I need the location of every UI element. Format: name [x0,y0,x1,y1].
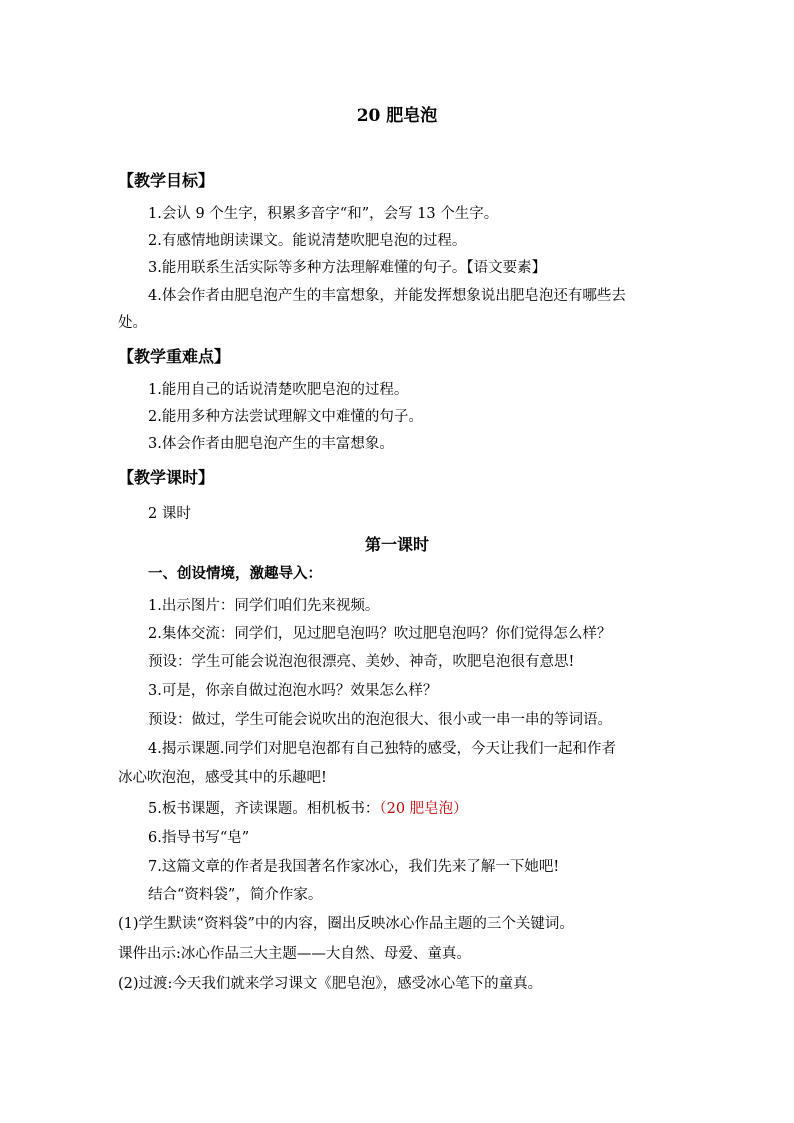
lesson-line: (2)过渡:今天我们就来学习课文《肥皂泡》，感受冰心笔下的童真。 [118,976,543,992]
hours-heading: 【教学课时】 [118,468,215,487]
lesson-line: 2.集体交流：同学们，见过肥皂泡吗？吹过肥皂泡吗？你们觉得怎么样？ [148,626,612,642]
step-heading: 一、创设情境，激趣导入： [148,565,322,582]
lesson-line: 1.出示图片：同学们咱们先来视频。 [148,598,380,614]
lesson-line: (1)学生默读“资料袋”中的内容，圈出反映冰心作品主题的三个关键词。 [118,916,574,932]
goal-item-continued: 处。 [118,315,147,331]
key-points-heading: 【教学重难点】 [118,347,231,366]
lesson-line: 课件出示:冰心作品三大主题——大自然、母爱、童真。 [118,946,471,962]
lesson-line: 6.指导书写“皂” [148,830,250,846]
lesson-line: 预设：学生可能会说泡泡很漂亮、美妙、神奇，吹肥皂泡很有意思! [148,654,575,670]
goals-heading: 【教学目标】 [118,171,215,190]
lesson-title: 第一课时 [364,535,429,554]
goal-item: 2.有感情地朗读课文。能说清楚吹肥皂泡的过程。 [148,233,467,249]
board-line-text: 5.板书课题，齐读课题。相机板书： [148,801,380,817]
goal-item: 3.能用联系生活实际等多种方法理解难懂的句子。【语文要素】 [148,260,547,276]
page-title: 20 肥皂泡 [356,106,438,126]
lesson-line: 3.可是，你亲自做过泡泡水吗？效果怎么样？ [148,683,438,699]
goal-item: 4.体会作者由肥皂泡产生的丰富想象，并能发挥想象说出肥皂泡还有哪些去 [148,288,626,304]
board-title-highlight: （20 肥皂泡） [379,801,468,817]
lesson-line: 7.这篇文章的作者是我国著名作家冰心，我们先来了解一下她吧! [148,859,560,875]
goal-item: 1.会认 9 个生字，积累多音字“和”，会写 13 个生字。 [148,206,499,222]
lesson-line-continued: 冰心吹泡泡，感受其中的乐趣吧! [118,770,327,786]
lesson-line: 4.揭示课题.同学们对肥皂泡都有自己独特的感受，今天让我们一起和作者 [148,741,616,757]
hours-value: 2 课时 [148,506,191,522]
key-point-item: 2.能用多种方法尝试理解文中难懂的句子。 [148,409,423,425]
key-point-item: 3.体会作者由肥皂泡产生的丰富想象。 [148,436,394,452]
board-line [148,800,468,818]
lesson-line: 预设：做过，学生可能会说吹出的泡泡很大、很小或一串一串的等词语。 [148,712,612,728]
key-point-item: 1.能用自己的话说清楚吹肥皂泡的过程。 [148,382,409,398]
lesson-line: 结合“资料袋”，简介作家。 [148,887,323,903]
